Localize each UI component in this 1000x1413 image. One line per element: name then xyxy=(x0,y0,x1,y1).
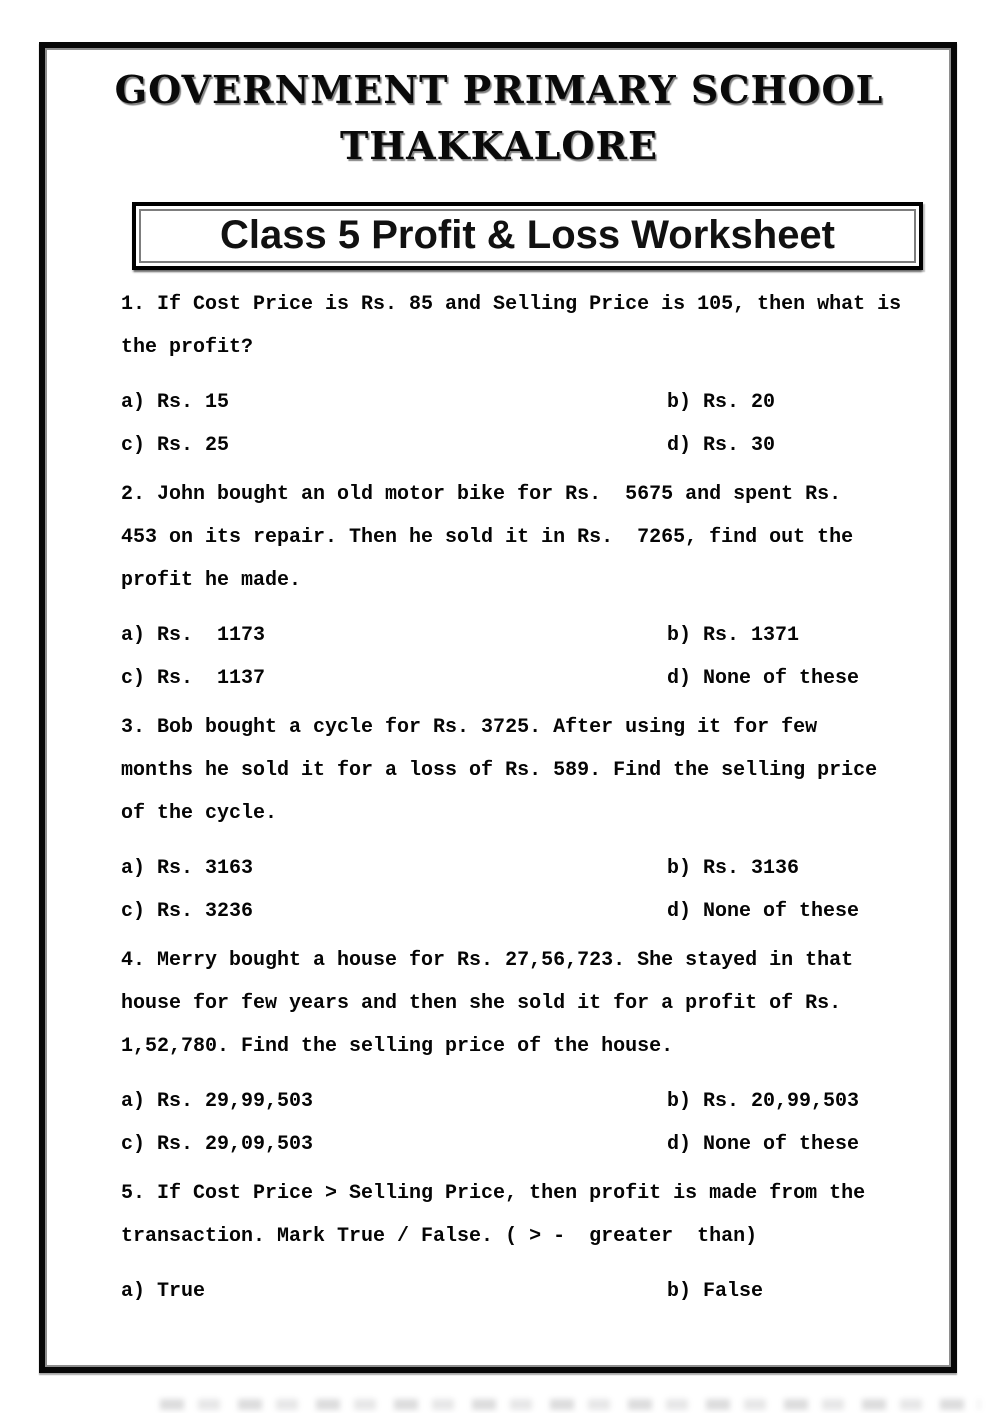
question-text: 2. John bought an old motor bike for Rs. 5675 and spent Rs. 453 on its repair. Then he sold it in Rs. 7265, find out the profit he made. xyxy=(121,483,854,592)
options-grid xyxy=(121,847,919,933)
question-3 xyxy=(121,706,919,933)
option-c[interactable]: c) Rs. 29,09,503 xyxy=(121,1133,314,1156)
option-a[interactable]: a) True xyxy=(121,1280,206,1303)
option-b[interactable]: b) False xyxy=(667,1280,764,1303)
option-c[interactable]: c) Rs. 1137 xyxy=(121,667,266,690)
page-frame xyxy=(39,42,957,1373)
worksheet-title: Class 5 Profit & Loss Worksheet xyxy=(220,213,835,257)
option-b[interactable]: b) Rs. 20 xyxy=(667,391,776,414)
option-a[interactable]: a) Rs. 1173 xyxy=(121,624,266,647)
option-b[interactable]: b) Rs. 1371 xyxy=(667,624,800,647)
option-c[interactable]: c) Rs. 25 xyxy=(121,434,230,457)
school-name-line2: THAKKALORE xyxy=(339,123,659,168)
option-b[interactable]: b) Rs. 3136 xyxy=(667,857,800,880)
option-d[interactable]: d) Rs. 30 xyxy=(667,434,776,457)
questions-list xyxy=(121,283,919,1313)
option-a[interactable]: a) Rs. 29,99,503 xyxy=(121,1090,314,1113)
options-grid xyxy=(121,1080,919,1166)
option-a[interactable]: a) Rs. 15 xyxy=(121,391,230,414)
option-d[interactable]: d) None of these xyxy=(667,900,860,923)
question-text: 1. If Cost Price is Rs. 85 and Selling Price is 105, then what is the profit? xyxy=(121,293,902,359)
question-text: 4. Merry bought a house for Rs. 27,56,723. She stayed in that house for few years and then she sold it for a profit of Rs. 1,52,780. Find the selling price of the house. xyxy=(121,949,854,1058)
options-grid xyxy=(121,614,919,700)
question-5 xyxy=(121,1172,919,1313)
question-4 xyxy=(121,939,919,1166)
school-name-line1: GOVERNMENT PRIMARY SCHOOL xyxy=(114,67,884,112)
question-2 xyxy=(121,473,919,700)
option-b[interactable]: b) Rs. 20,99,503 xyxy=(667,1090,860,1113)
school-name xyxy=(77,62,921,174)
worksheet-title-box xyxy=(132,202,923,270)
question-text: 5. If Cost Price > Selling Price, then profit is made from the transaction. Mark True / False. ( > - greater than) xyxy=(121,1182,866,1248)
worksheet-title-box-inner xyxy=(139,209,916,263)
options-grid xyxy=(121,381,919,467)
options-grid xyxy=(121,1270,919,1313)
question-text: 3. Bob bought a cycle for Rs. 3725. After using it for few months he sold it for a loss of Rs. 589. Find the selling price of the cycle. xyxy=(121,716,878,825)
question-1 xyxy=(121,283,919,467)
option-a[interactable]: a) Rs. 3163 xyxy=(121,857,254,880)
page-content xyxy=(47,50,949,1365)
option-c[interactable]: c) Rs. 3236 xyxy=(121,900,254,923)
option-d[interactable]: d) None of these xyxy=(667,667,860,690)
option-d[interactable]: d) None of these xyxy=(667,1133,860,1156)
next-page-text-smudge xyxy=(160,1399,980,1410)
